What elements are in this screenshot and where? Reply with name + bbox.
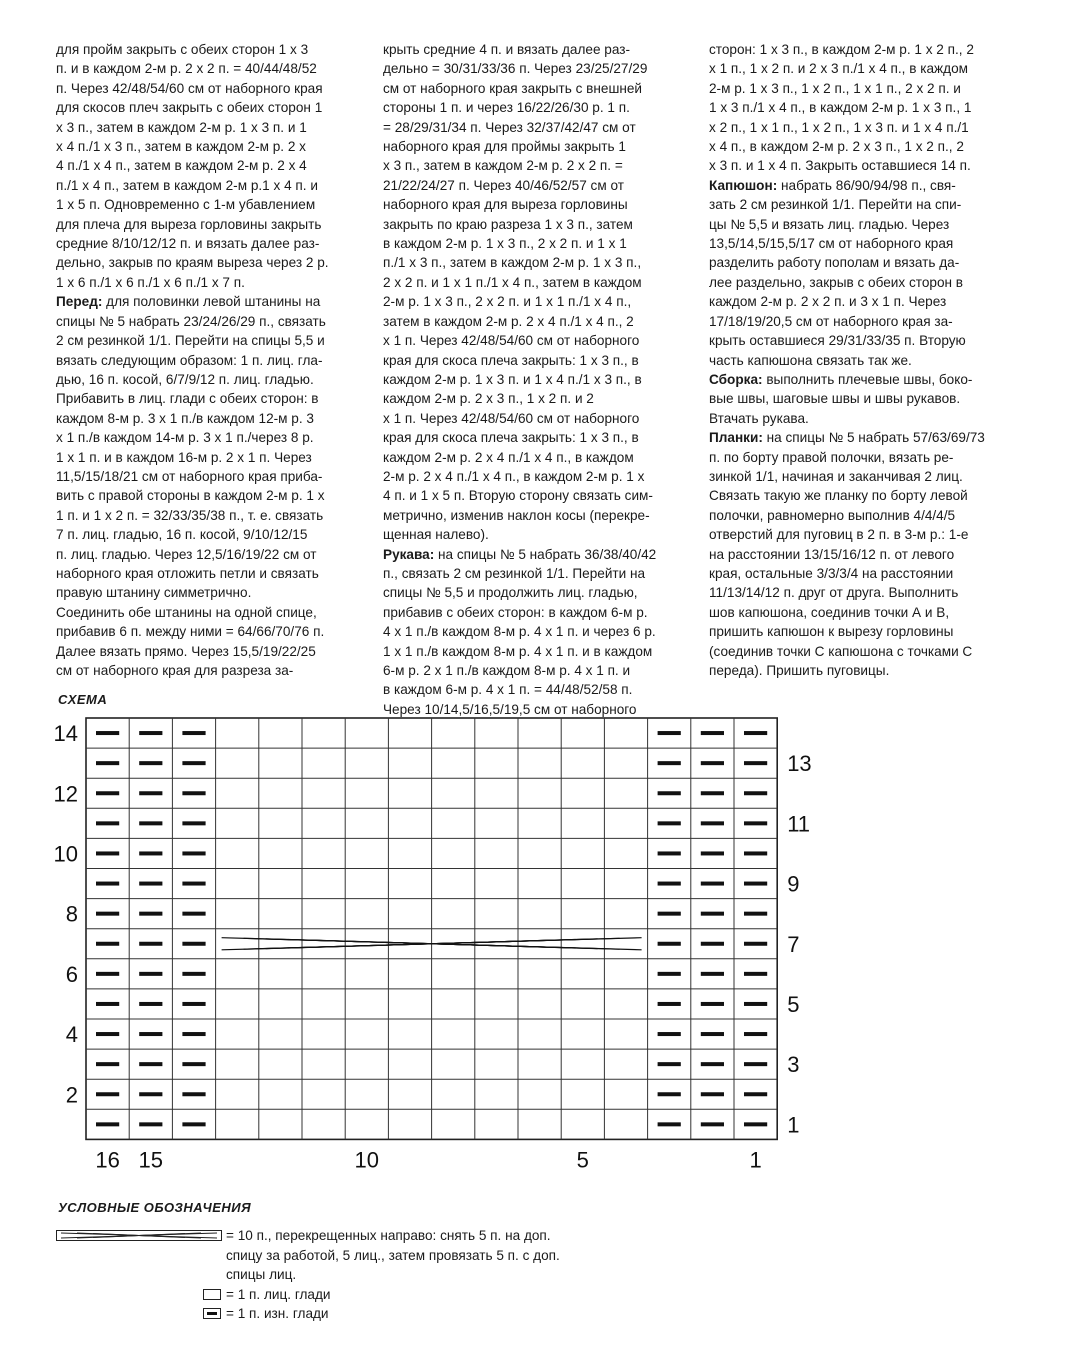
row-label-right: 5 <box>787 991 800 1017</box>
purl-stitch-mark <box>744 1092 767 1096</box>
text-line: края для скоса плеча закрыть: 1 х 3 п., в <box>383 430 639 446</box>
text-line: х 3 п., затем в каждом 2-м р. 1 х 3 п. и 1 <box>56 119 307 135</box>
text-line: крыть средние 4 п. и вязать далее раз- <box>383 42 631 57</box>
text-line: 1 х 1 п./в каждом 8-м р. 4 х 1 п. и в каждом <box>383 643 653 659</box>
text-line: цы № 5,5 и вязать лиц. гладью. Через <box>709 216 950 232</box>
purl-stitch-mark <box>182 1002 205 1006</box>
text-line: Соединить обе штанины на одной спице, <box>56 604 317 620</box>
section-heading: Капюшон: <box>709 177 778 193</box>
row-label-right: 9 <box>787 871 800 897</box>
purl-stitch-mark <box>701 731 724 735</box>
text-line: стороны 1 п. и через 16/22/26/30 р. 1 п. <box>383 100 630 116</box>
purl-stitch-mark <box>658 851 681 855</box>
text-line: переда). Пришить пуговицы. <box>709 663 890 678</box>
legend-cable-line-3: спицы лиц. <box>226 1267 297 1283</box>
purl-stitch-mark <box>658 942 681 946</box>
legend <box>56 1226 656 1324</box>
purl-stitch-mark <box>182 882 205 886</box>
text-line: 11,5/15/18/21 см от наборного края приба- <box>56 468 323 484</box>
purl-stitch-mark <box>96 791 119 795</box>
text-line: метрично, изменив наклон косы (перекре- <box>383 507 650 523</box>
text-line: Через 10/14,5/16,5/19,5 см от наборного <box>383 701 637 717</box>
purl-stitch-mark <box>658 1062 681 1066</box>
legend-cable-line-1: = 10 п., перекрещенных направо: снять 5 п. на доп. <box>226 1228 551 1243</box>
text-line: средние 8/10/12/12 п. и вязать далее раз- <box>56 236 320 252</box>
purl-stitch-mark <box>96 1092 119 1096</box>
legend-item-purl <box>56 1304 656 1324</box>
purl-stitch-mark <box>182 912 205 916</box>
text-line: вязать следующим образом: 1 п. лиц. гла- <box>56 352 323 368</box>
purl-stitch-mark <box>701 1122 724 1126</box>
row-label-left: 6 <box>65 961 78 987</box>
text-line: х 2 п., 1 х 1 п., 1 х 2 п., 1 х 3 п. и 1 х 4 п./1 <box>709 119 969 135</box>
purl-stitch-mark <box>744 942 767 946</box>
column-label: 16 <box>95 1147 120 1173</box>
purl-stitch-mark <box>744 1032 767 1036</box>
text-line: каждом 2-м р. 2 х 4 п./1 х 4 п., в каждом <box>383 449 634 465</box>
chart-title: СХЕМА <box>58 692 108 707</box>
purl-stitch-mark <box>139 821 162 825</box>
text-line: 4 п./1 х 4 п., затем в каждом 2-м р. 2 х 4 <box>56 158 307 174</box>
text-line: каждом 2-м р. 1 х 3 п. и 1 х 4 п./1 х 3 п., в <box>383 371 642 387</box>
purl-stitch-mark <box>96 731 119 735</box>
purl-stitch-mark <box>139 942 162 946</box>
purl-stitch-mark <box>744 1122 767 1126</box>
text-line: х 4 п./1 х 3 п., затем в каждом 2-м р. 2 х <box>56 139 306 155</box>
section-heading: Сборка: <box>709 371 763 387</box>
text-line: пришить капюшон к вырезу горловины <box>709 624 954 640</box>
text-line: зинкой 1/1, начиная и заканчивая 2 лиц. <box>709 468 963 484</box>
purl-stitch-mark <box>139 1122 162 1126</box>
purl-stitch-mark <box>96 1002 119 1006</box>
text-line: сторон: 1 х 3 п., в каждом 2-м р. 1 х 2 п., 2 <box>709 42 974 57</box>
text-line: см от наборного края закрыть с внешней <box>383 80 643 96</box>
purl-stitch-mark <box>701 882 724 886</box>
text-line: прибавив с обеих сторон: в каждом 6-м р. <box>383 604 648 620</box>
text-line: для половинки левой штанины на <box>102 294 321 310</box>
row-label-right: 1 <box>787 1112 800 1138</box>
row-label-right: 3 <box>787 1052 800 1078</box>
text-line: лее раздельно, закрыв с обеих сторон в <box>709 274 964 290</box>
purl-stitch-mark <box>701 821 724 825</box>
text-line: 4 х 1 п./в каждом 8-м р. 4 х 1 п. и через 6 р. <box>383 624 656 640</box>
text-line: 1 х 1 п. и в каждом 16-м р. 2 х 1 п. Через <box>56 449 312 465</box>
purl-stitch-mark <box>139 851 162 855</box>
text-line: Далее вязать прямо. Через 15,5/19/22/25 <box>56 643 316 659</box>
column-label: 1 <box>749 1147 762 1173</box>
row-label-right: 13 <box>787 751 812 777</box>
purl-stitch-mark <box>139 912 162 916</box>
purl-stitch-mark <box>96 1032 119 1036</box>
purl-stitch-mark <box>744 882 767 886</box>
purl-stitch-mark <box>96 882 119 886</box>
purl-stitch-mark <box>744 821 767 825</box>
legend-knit-text: = 1 п. лиц. глади <box>226 1286 331 1302</box>
text-line: затем в каждом 2-м р. 2 х 4 п./1 х 4 п., 2 <box>383 313 634 329</box>
text-line: 1 х 3 п./1 х 4 п., в каждом 2-м р. 1 х 3 п., 1 <box>709 100 972 116</box>
text-line: 17/18/19/20,5 см от наборного края за- <box>709 313 953 329</box>
cable-icon <box>56 1230 222 1241</box>
purl-stitch-mark <box>182 791 205 795</box>
text-line: дью, 16 п. косой, 6/7/9/12 п. лиц. гладью. <box>56 371 314 387</box>
purl-stitch-mark <box>139 1002 162 1006</box>
text-line: на расстоянии 13/15/16/12 п. от левого <box>709 546 955 562</box>
purl-stitch-mark <box>744 1002 767 1006</box>
purl-stitch-mark <box>744 1062 767 1066</box>
purl-stitch-mark <box>658 761 681 765</box>
purl-icon <box>203 1308 221 1319</box>
text-line: п. Через 42/48/54/60 см от наборного края <box>56 80 323 96</box>
purl-stitch-mark <box>182 821 205 825</box>
purl-stitch-mark <box>182 731 205 735</box>
text-line: х 1 п., 1 х 2 п. и 2 х 3 п./1 х 4 п., в каждом <box>709 61 968 77</box>
purl-stitch-mark <box>701 1062 724 1066</box>
purl-stitch-mark <box>701 851 724 855</box>
text-line: спицы № 5 набрать 23/24/26/29 п., связать <box>56 313 326 329</box>
section-heading: Перед: <box>56 294 103 310</box>
purl-stitch-mark <box>139 731 162 735</box>
purl-stitch-mark <box>658 912 681 916</box>
purl-stitch-mark <box>182 851 205 855</box>
text-line: 2-м р. 2 х 4 п./1 х 4 п., в каждом 2-м р. 1 х <box>383 468 645 484</box>
text-line: 1 п. и 1 х 2 п. = 32/33/35/38 п., т. е. связать <box>56 507 324 523</box>
text-line: х 1 п. Через 42/48/54/60 см от наборного <box>383 333 640 349</box>
text-line: Втачать рукава. <box>709 410 809 426</box>
row-label-left: 8 <box>65 901 78 927</box>
text-line: края, остальные 3/3/3/4 на расстоянии <box>709 565 954 581</box>
purl-stitch-mark <box>182 1032 205 1036</box>
purl-stitch-mark <box>96 851 119 855</box>
purl-stitch-mark <box>658 1002 681 1006</box>
column-label: 5 <box>576 1147 589 1173</box>
purl-stitch-mark <box>658 882 681 886</box>
text-line: прибавив 6 п. между ними = 64/66/70/76 п. <box>56 624 325 640</box>
text-line: п. по борту правой полочки, вязать ре- <box>709 449 954 465</box>
purl-stitch-mark <box>96 1062 119 1066</box>
text-line: п./1 х 3 п., затем в каждом 2-м р. 1 х 3 п., <box>383 255 642 271</box>
purl-stitch-mark <box>701 791 724 795</box>
purl-stitch-mark <box>744 791 767 795</box>
text-line: Связать такую же планку по борту левой <box>709 488 968 504</box>
purl-stitch-mark <box>701 1032 724 1036</box>
purl-stitch-mark <box>701 1002 724 1006</box>
purl-stitch-mark <box>744 912 767 916</box>
text-line: для скосов плеч закрыть с обеих сторон 1 <box>56 100 323 116</box>
purl-stitch-mark <box>701 942 724 946</box>
purl-stitch-mark <box>182 1122 205 1126</box>
purl-stitch-mark <box>139 1092 162 1096</box>
text-line: правую штанину симметрично. <box>56 585 252 601</box>
text-line: каждом 8-м р. 3 х 1 п./в каждом 12-м р. 3 <box>56 410 314 426</box>
text-line: для плеча для выреза горловины закрыть <box>56 216 322 232</box>
text-line: п. и в каждом 2-м р. 2 х 2 п. = 40/44/48/52 <box>56 61 317 77</box>
text-line: 6-м р. 2 х 1 п./в каждом 8-м р. 4 х 1 п. и <box>383 663 631 678</box>
text-line: 21/22/24/27 п. Через 40/46/52/57 см от <box>383 177 624 193</box>
column-label: 10 <box>354 1147 380 1173</box>
section-heading: Планки: <box>709 430 763 446</box>
text-line: х 4 п., в каждом 2-м р. 2 х 3 п., 1 х 2 п., 2 <box>709 139 964 155</box>
purl-stitch-mark <box>744 731 767 735</box>
text-line: часть капюшона связать так же. <box>709 352 912 368</box>
purl-stitch-mark <box>96 942 119 946</box>
purl-stitch-mark <box>658 1122 681 1126</box>
text-line: набрать 86/90/94/98 п., свя- <box>777 177 956 193</box>
purl-stitch-mark <box>701 1092 724 1096</box>
purl-stitch-mark <box>744 851 767 855</box>
text-line: п. лиц. гладью. Через 12,5/16/19/22 см от <box>56 546 317 562</box>
text-line: в каждом 6-м р. 4 х 1 п. = 44/48/52/58 п. <box>383 682 633 698</box>
purl-stitch-mark <box>744 972 767 976</box>
purl-stitch-mark <box>182 972 205 976</box>
text-line: х 3 п., затем в каждом 2-м р. 2 х 2 п. = <box>383 158 623 174</box>
text-line: выполнить плечевые швы, боко- <box>762 371 973 387</box>
purl-stitch-mark <box>658 1092 681 1096</box>
text-line: спицы № 5,5 и продолжить лиц. гладью, <box>383 585 638 601</box>
text-line: х 1 п./в каждом 14-м р. 3 х 1 п./через 8 р. <box>56 430 314 446</box>
purl-stitch-mark <box>139 791 162 795</box>
text-line: 11/13/14/12 п. друг от друга. Выполнить <box>709 585 959 601</box>
purl-stitch-mark <box>182 761 205 765</box>
text-line: 13,5/14,5/15,5/17 см от наборного края <box>709 236 954 252</box>
purl-stitch-mark <box>701 972 724 976</box>
text-line: Прибавить в лиц. глади с обеих сторон: в <box>56 391 319 407</box>
text-line: дельно = 30/31/33/36 п. Через 23/25/27/29 <box>383 61 648 77</box>
text-line: 7 п. лиц. гладью, 16 п. косой, 9/10/12/15 <box>56 527 308 543</box>
section-heading: Рукава: <box>383 546 435 562</box>
text-line: х 3 п. и 1 х 4 п. Закрыть оставшиеся 14 п. <box>709 158 971 174</box>
purl-stitch-mark <box>139 972 162 976</box>
text-line: щенная налево). <box>383 527 489 543</box>
text-line: каждом 2-м р. 2 х 2 п. и 3 х 1 п. Через <box>709 294 947 310</box>
text-line: х 1 п. Через 42/48/54/60 см от наборного <box>383 410 640 426</box>
text-line: 2-м р. 1 х 3 п., 2 х 2 п. и 1 х 1 п./1 х 4 п., <box>383 294 632 310</box>
text-line: см от наборного края для разреза за- <box>56 663 294 678</box>
text-line: каждом 2-м р. 2 х 3 п., 1 х 2 п. и 2 <box>383 391 594 407</box>
text-line: края для скоса плеча закрыть: 1 х 3 п., в <box>383 352 639 368</box>
text-line: наборного края для выреза горловины <box>383 197 628 213</box>
text-line: дельно, закрыв по краям выреза через 2 р. <box>56 255 329 271</box>
text-line: 2 х 2 п. и 1 х 1 п./1 х 4 п., затем в каждом <box>383 274 642 290</box>
text-line: = 28/29/31/34 п. Через 32/37/42/47 см от <box>383 119 636 135</box>
purl-stitch-mark <box>96 1122 119 1126</box>
text-line: закрыть по краю разреза 1 х 3 п., затем <box>383 216 633 232</box>
purl-stitch-mark <box>96 912 119 916</box>
purl-stitch-mark <box>658 1032 681 1036</box>
text-line: 2-м р. 1 х 3 п., 1 х 2 п., 1 х 1 п., 2 х 2 п. и <box>709 80 961 96</box>
row-label-right: 11 <box>787 811 811 837</box>
text-line: на спицы № 5 набрать 57/63/69/73 <box>762 430 985 446</box>
text-line: в каждом 2-м р. 1 х 3 п., 2 х 2 п. и 1 х 1 <box>383 236 627 252</box>
text-line: для пройм закрыть с обеих сторон 1 х 3 <box>56 42 309 57</box>
knit-icon <box>203 1289 221 1300</box>
purl-stitch-mark <box>96 761 119 765</box>
purl-stitch-mark <box>139 1032 162 1036</box>
purl-stitch-mark <box>658 791 681 795</box>
purl-stitch-mark <box>658 731 681 735</box>
row-label-left: 10 <box>53 841 78 867</box>
text-line: 2 см резинкой 1/1. Перейти на спицы 5,5 и <box>56 333 325 349</box>
text-line: 4 п. и 1 х 5 п. Вторую сторону связать сим- <box>383 488 653 504</box>
text-line: зать 2 см резинкой 1/1. Перейти на спи- <box>709 197 962 213</box>
purl-stitch-mark <box>96 972 119 976</box>
purl-stitch-mark <box>139 761 162 765</box>
row-label-right: 7 <box>787 931 800 957</box>
text-line: разделить работу пополам и вязать да- <box>709 255 960 271</box>
text-line: шов капюшона, соединив точки А и В, <box>709 604 950 620</box>
text-line: п./1 х 4 п., затем в каждом 2-м р.1 х 4 п. и <box>56 177 318 193</box>
text-line: наборного края для проймы закрыть 1 <box>383 139 626 155</box>
row-label-left: 4 <box>65 1022 78 1048</box>
text-line: вить с правой стороны в каждом 2-м р. 1 х <box>56 488 325 504</box>
legend-cable-line-2: спицу за работой, 5 лиц., затем провязать 5 п. с доп. <box>226 1247 560 1263</box>
row-label-left: 2 <box>65 1082 78 1108</box>
legend-item-knit <box>56 1285 656 1305</box>
row-label-left: 12 <box>53 781 78 807</box>
purl-stitch-mark <box>139 1062 162 1066</box>
text-line: крыть оставшиеся 29/31/33/35 п. Вторую <box>709 333 966 349</box>
purl-stitch-mark <box>658 972 681 976</box>
legend-title: УСЛОВНЫЕ ОБОЗНАЧЕНИЯ <box>58 1200 252 1215</box>
text-line: (соединив точки С капюшона с точками С <box>709 643 973 659</box>
text-line: отверстий для пуговиц в 2 п. в 3-м р.: 1-е <box>709 527 969 543</box>
legend-item-cable <box>56 1226 656 1246</box>
text-line: вые швы, шаговые швы и швы рукавов. <box>709 391 961 407</box>
purl-stitch-mark <box>182 942 205 946</box>
row-label-left: 14 <box>53 721 78 747</box>
purl-stitch-mark <box>182 1062 205 1066</box>
text-line: 1 х 6 п./1 х 6 п./1 х 6 п./1 х 7 п. <box>56 274 245 290</box>
purl-stitch-mark <box>96 821 119 825</box>
purl-stitch-mark <box>701 761 724 765</box>
purl-stitch-mark <box>139 882 162 886</box>
legend-purl-text: = 1 п. изн. глади <box>226 1306 329 1322</box>
purl-stitch-mark <box>182 1092 205 1096</box>
column-label: 15 <box>138 1147 164 1173</box>
purl-stitch-mark <box>658 821 681 825</box>
purl-stitch-mark <box>744 761 767 765</box>
text-line: наборного края отложить петли и связать <box>56 565 319 581</box>
text-line: полочки, равномерно выполнив 4/4/4/5 <box>709 507 956 523</box>
text-line: 1 х 5 п. Одновременно с 1-м убавлением <box>56 197 316 213</box>
text-line: на спицы № 5 набрать 36/38/40/42 <box>434 546 657 562</box>
text-line: п., связать 2 см резинкой 1/1. Перейти на <box>383 565 646 581</box>
purl-stitch-mark <box>701 912 724 916</box>
